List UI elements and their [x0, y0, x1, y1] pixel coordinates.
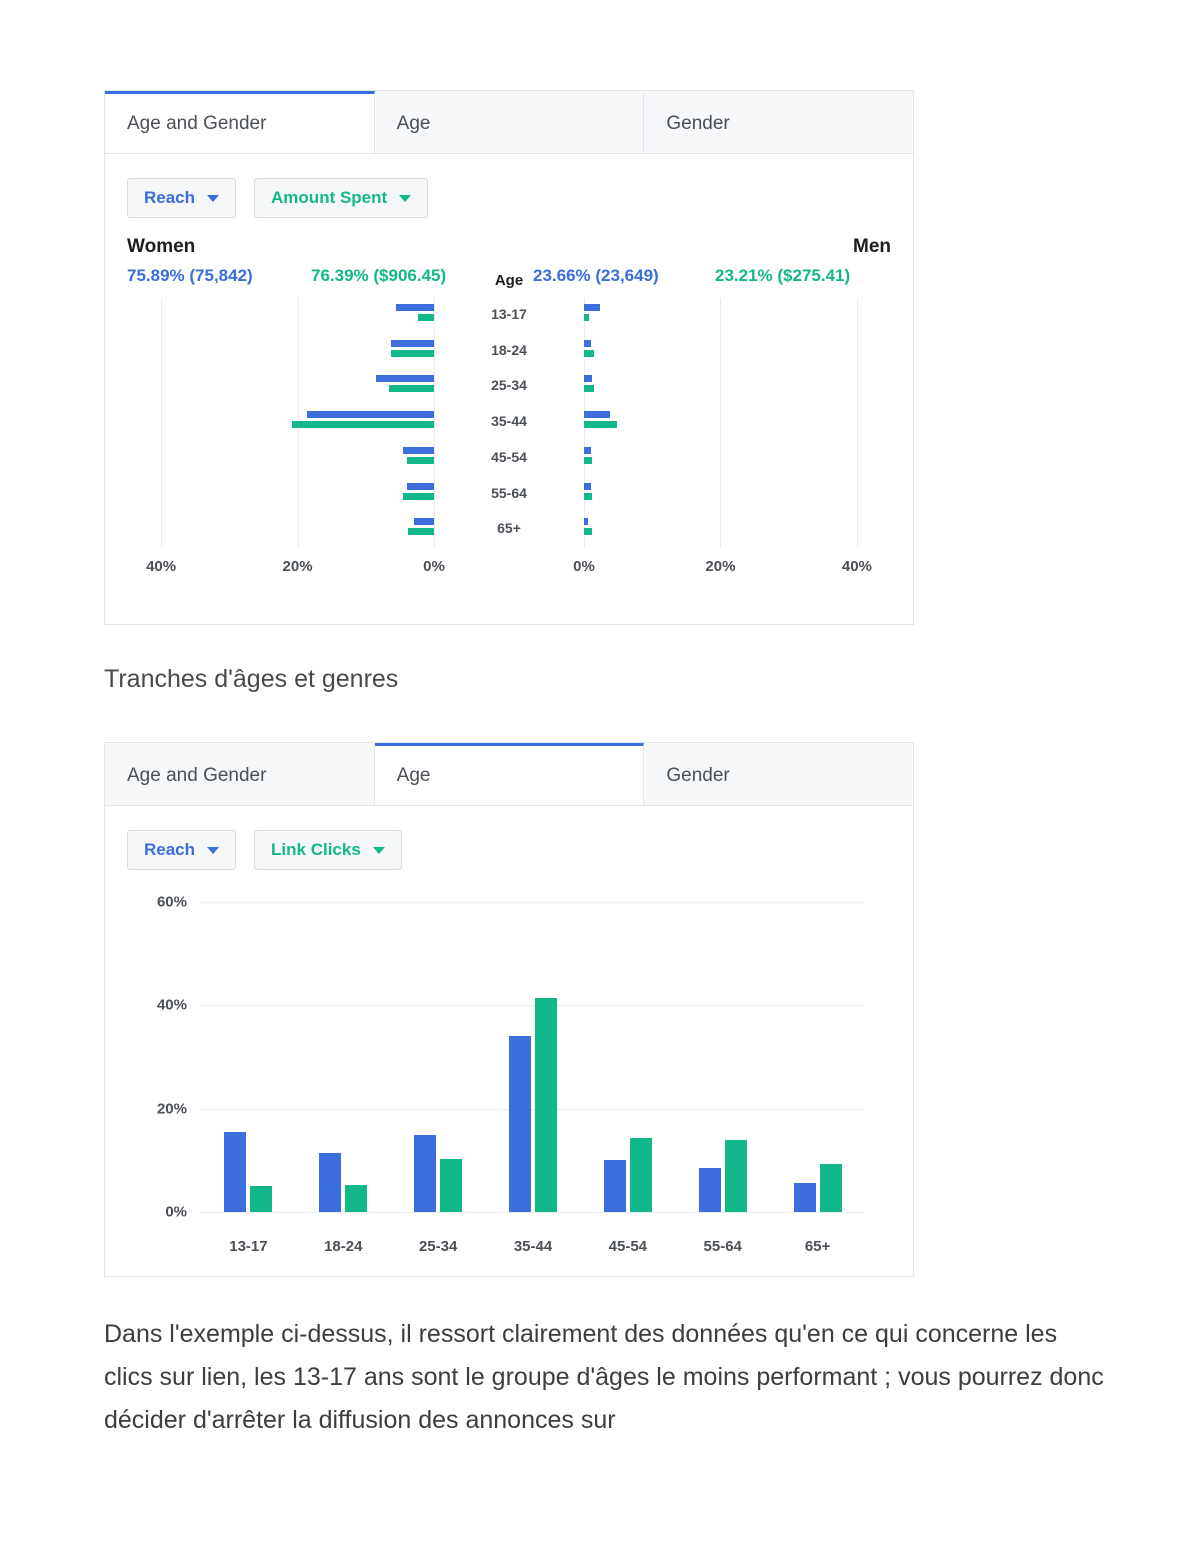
- age-bucket-label: 35-44: [491, 413, 527, 430]
- bar-women-amount-spent: [391, 350, 434, 357]
- x-axis-tick: 40%: [146, 558, 177, 575]
- x-axis-tick: 45-54: [608, 1238, 648, 1255]
- bar-women-reach: [376, 375, 434, 382]
- gridline: [201, 1212, 863, 1213]
- women-spent-value: 76.39% ($906.45): [311, 266, 447, 285]
- x-axis-tick: 55-64: [703, 1238, 742, 1255]
- bar-link-clicks: [345, 1185, 367, 1212]
- age-bucket-label: 25-34: [491, 377, 527, 394]
- bar-men-reach: [584, 304, 600, 311]
- age-gender-pyramid-chart: [105, 236, 913, 616]
- metric-label: Link Clicks: [271, 840, 361, 859]
- tab-label: Age: [396, 112, 431, 134]
- caption-text: Tranches d'âges et genres: [104, 665, 399, 693]
- age-bucket-label: 65+: [497, 520, 521, 537]
- pyramid-row: [127, 298, 891, 334]
- x-axis-tick: 0%: [573, 558, 595, 575]
- bar-men-reach: [584, 518, 588, 525]
- bar-men-amount-spent: [584, 350, 594, 357]
- bar-reach: [414, 1135, 436, 1212]
- bar-women-reach: [396, 304, 434, 311]
- x-axis-tick: 13-17: [229, 1238, 268, 1255]
- bar-reach: [319, 1153, 341, 1212]
- chevron-down-icon: [207, 847, 219, 854]
- column-plot-area: [201, 902, 863, 1212]
- age-bucket-label: 18-24: [491, 341, 527, 358]
- bar-women-amount-spent: [408, 528, 434, 535]
- age-axis-title: Age: [494, 272, 524, 289]
- tab-label: Age and Gender: [127, 764, 267, 786]
- x-axis-tick: 65+: [804, 1238, 831, 1255]
- tab-age[interactable]: [375, 743, 645, 805]
- bar-women-amount-spent: [292, 421, 434, 428]
- pyramid-row: [127, 512, 891, 548]
- pyramid-row: [127, 477, 891, 513]
- chevron-down-icon: [373, 847, 385, 854]
- bar-women-reach: [307, 411, 434, 418]
- x-axis-tick: 0%: [423, 558, 445, 575]
- age-bucket-label: 13-17: [491, 306, 527, 322]
- tab-label: Age and Gender: [127, 112, 267, 134]
- x-axis-tick: 35-44: [513, 1238, 553, 1255]
- tab-age[interactable]: [375, 91, 645, 153]
- age-card: [104, 742, 914, 1277]
- tab-age-and-gender[interactable]: [105, 743, 375, 805]
- pyramid-row: [127, 369, 891, 405]
- y-axis-tick: 0%: [165, 1203, 187, 1221]
- bar-link-clicks: [725, 1140, 747, 1212]
- bar-link-clicks: [630, 1138, 652, 1212]
- pyramid-plot-area: [127, 298, 891, 548]
- bar-men-reach: [584, 340, 591, 347]
- chevron-down-icon: [399, 195, 411, 202]
- y-axis-tick: 40%: [156, 996, 187, 1014]
- chevron-down-icon: [207, 195, 219, 202]
- tab-gender[interactable]: [644, 91, 913, 153]
- bar-men-amount-spent: [584, 314, 589, 321]
- tab-age-and-gender[interactable]: [105, 91, 375, 153]
- bar-men-reach: [584, 375, 592, 382]
- bar-reach: [224, 1132, 246, 1212]
- age-column-chart: [105, 892, 913, 1292]
- metric-label: Amount Spent: [271, 188, 388, 207]
- metric-selector-amount-spent[interactable]: [254, 178, 428, 218]
- bar-women-reach: [414, 518, 434, 525]
- bar-men-amount-spent: [584, 421, 617, 428]
- card1-metric-selectors: [105, 154, 913, 218]
- men-spent-value: 23.21% ($275.41): [715, 266, 851, 285]
- bar-women-amount-spent: [403, 493, 434, 500]
- pyramid-row: [127, 441, 891, 477]
- card2-metric-selectors: [105, 806, 913, 870]
- pyramid-row: [127, 334, 891, 370]
- x-axis-tick: 18-24: [324, 1238, 363, 1255]
- bar-men-amount-spent: [584, 528, 592, 535]
- age-bucket-label: 55-64: [491, 484, 527, 501]
- women-reach-value: 75.89% (75,842): [127, 266, 253, 285]
- bar-men-amount-spent: [584, 457, 592, 464]
- tab-label: Age: [396, 764, 431, 786]
- metric-selector-reach[interactable]: [127, 178, 236, 218]
- pyramid-axis-labels: [127, 558, 891, 578]
- tab-label: Gender: [666, 764, 730, 786]
- bar-reach: [699, 1168, 721, 1212]
- bar-women-amount-spent: [418, 314, 434, 321]
- x-axis-tick: 20%: [705, 558, 736, 575]
- pyramid-row: [127, 405, 891, 441]
- x-axis-tick: 40%: [841, 558, 872, 575]
- men-reach-value: 23.66% (23,649): [533, 266, 659, 285]
- bar-men-amount-spent: [584, 385, 594, 392]
- bar-reach: [509, 1036, 531, 1212]
- men-label: Men: [853, 236, 891, 257]
- bar-women-amount-spent: [389, 385, 434, 392]
- y-axis-tick: 60%: [156, 893, 187, 911]
- bar-women-amount-spent: [407, 457, 434, 464]
- y-axis-tick: 20%: [156, 1100, 187, 1118]
- body-paragraph: Dans l'exemple ci-dessus, il ressort clairement des données qu'en ce qui concerne les clics sur lien, les 13-17 ans sont le groupe d'âges le moins performant ; vous pourrez donc décider d'arrêter la diffusion des annonces sur: [104, 1320, 1104, 1434]
- bar-men-reach: [584, 447, 591, 454]
- bar-link-clicks: [820, 1164, 842, 1212]
- tab-label: Gender: [666, 112, 730, 134]
- bar-men-amount-spent: [584, 493, 592, 500]
- bar-link-clicks: [250, 1186, 272, 1212]
- metric-label: Reach: [144, 840, 196, 859]
- age-bucket-label: 45-54: [491, 448, 527, 465]
- metric-selector-link-clicks[interactable]: [254, 830, 402, 870]
- card2-tab-bar: [105, 743, 913, 806]
- card1-tab-bar: [105, 91, 913, 154]
- bar-women-reach: [407, 483, 434, 490]
- bar-women-reach: [403, 447, 434, 454]
- x-axis-tick: 25-34: [418, 1238, 458, 1255]
- bar-men-reach: [584, 483, 591, 490]
- bar-reach: [604, 1160, 626, 1212]
- metric-selector-reach[interactable]: [127, 830, 236, 870]
- tab-gender[interactable]: [644, 743, 913, 805]
- women-label: Women: [127, 236, 196, 257]
- age-and-gender-card: [104, 90, 914, 625]
- bar-link-clicks: [440, 1159, 462, 1212]
- x-axis-tick: 20%: [282, 558, 313, 575]
- bar-reach: [794, 1183, 816, 1212]
- metric-label: Reach: [144, 188, 196, 207]
- bar-women-reach: [391, 340, 434, 347]
- bar-link-clicks: [535, 998, 557, 1212]
- bar-men-reach: [584, 411, 610, 418]
